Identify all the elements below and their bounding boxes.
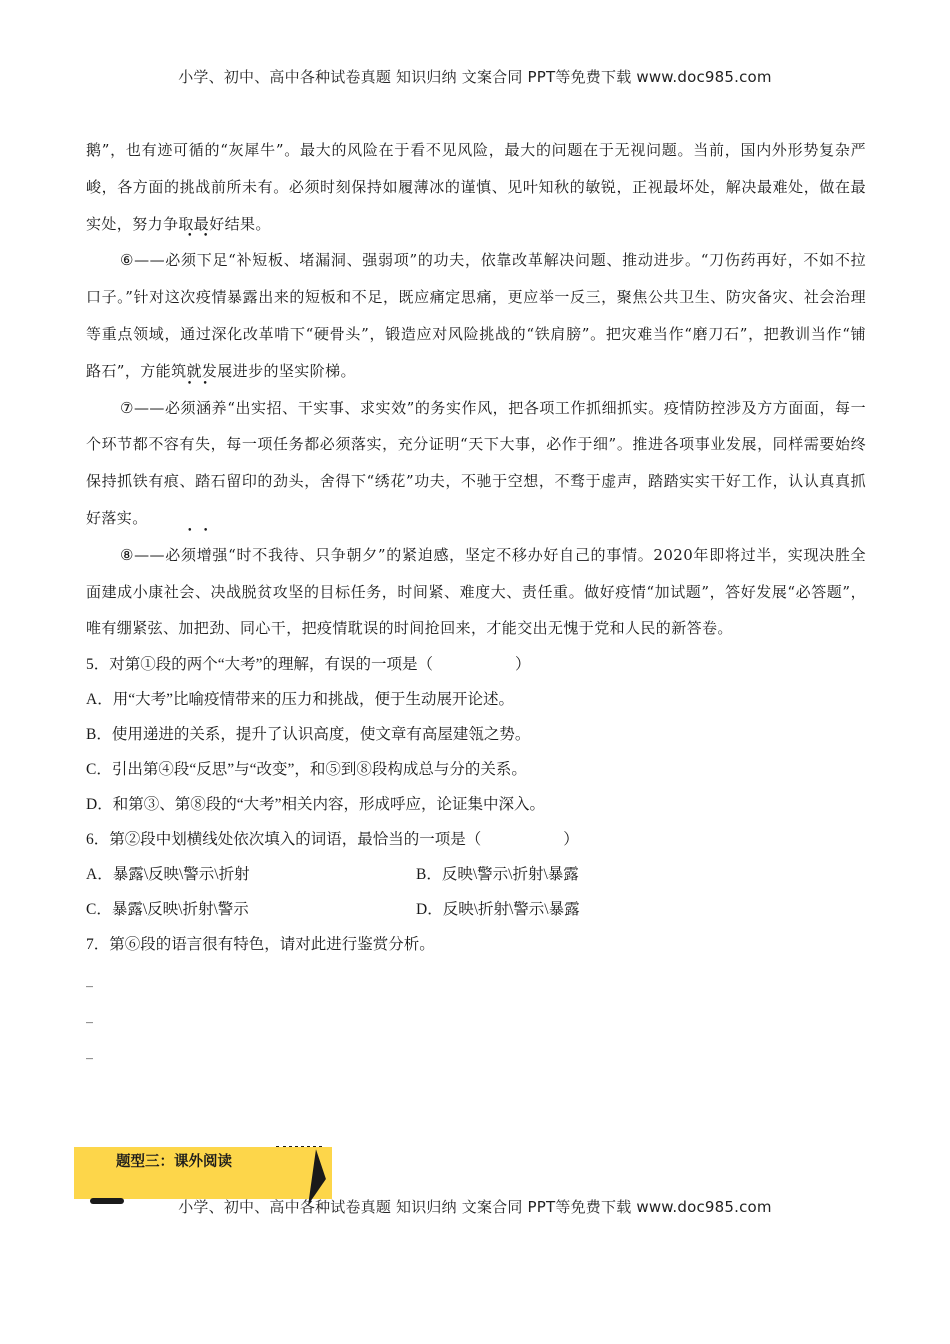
question-6-option-c[interactable]: C．暴露\反映\折射\警示 [86, 901, 249, 919]
question-6-options-row-2 [86, 892, 866, 927]
question-7-stem: 7．第⑥段的语言很有特色，请对此进行鉴赏分析。 [86, 936, 435, 954]
passage-paragraph-8 [86, 537, 866, 647]
passage-paragraph-7 [86, 390, 866, 537]
paragraph-number-8: ⑧—— [120, 545, 165, 564]
question-6-text: 6．第②段中划横线处依次填入的词语，最恰当的一项是（ [86, 831, 482, 849]
question-5-option-d[interactable]: D．和第③、第⑧段的“大考”相关内容，形成呼应，论证集中深入。 [86, 796, 545, 814]
question-6-close: ） [563, 831, 579, 849]
page-header: 小学、初中、高中各种试卷真题 知识归纳 文案合同 PPT等免费下载 www.doc985.com [178, 68, 772, 86]
paragraph-number-7: ⑦—— [120, 398, 165, 417]
question-5-option-a[interactable]: A．用“大考”比喻疫情带来的压力和挑战，便于生动展开论述。 [86, 691, 514, 709]
passage-paragraph-6 [86, 242, 866, 389]
paragraph-text-7: 涵养“出实招、干实事、求实效”的务实作风，把各项工作抓细抓实。疫情防控涉及方方面面，每一个环节都不容有失，每一项任务都必须落实，充分证明“天下大事，必作于细”。推进各项事业发展，同样需要始终保持抓铁有痕、踏石留印的劲头，舍得下“绣花”功夫，不驰于空想，不骛于虚声，踏踏实实干好工作，认认真真抓好落实。 [86, 398, 866, 527]
answer-line-1[interactable]: _ [86, 972, 93, 989]
question-6-option-b[interactable]: B．反映\警示\折射\暴露 [416, 866, 579, 884]
emphasis-char: 必 [164, 545, 181, 564]
question-5-option-c[interactable]: C．引出第④段“反思”与“改变”，和⑤到⑧段构成总与分的关系。 [86, 761, 527, 779]
question-6-option-a[interactable]: A．暴露\反映\警示\折射 [86, 866, 250, 884]
passage-paragraph-continued: 鹅”，也有迹可循的“灰犀牛”。最大的风险在于看不见风险，最大的问题在于无视问题。当前，国内外形势复杂严峻，各方面的挑战前所未有。必须时刻保持如履薄冰的谨慎、见叶知秋的敏锐，正视最坏处，解决最难处，做在最实处，努力争取最好结果。 [86, 141, 866, 233]
paragraph-text-8: 增强“时不我待、只争朝夕”的紧迫感，坚定不移办好自己的事情。2020年即将过半，实现决胜全面建成小康社会、决战脱贫攻坚的目标任务，时间紧、难度大、责任重。做好疫情“加试题”，答好发展“必答题”，唯有绷紧弦、加把劲、同心干，把疫情耽误的时间抢回来，才能交出无愧于党和人民的新答卷。 [86, 545, 867, 638]
emphasis-char: 须 [181, 545, 197, 564]
answer-line-3[interactable]: _ [86, 1044, 93, 1061]
question-5-text: 5．对第①段的两个“大考”的理解，有误的一项是（ [86, 656, 434, 674]
emphasis-char: 须 [180, 398, 197, 417]
question-5-close: ） [515, 656, 531, 674]
question-6-stem [86, 822, 866, 857]
emphasis-char: 必 [164, 398, 181, 417]
question-6-option-d[interactable]: D．反映\折射\警示\暴露 [416, 901, 580, 919]
paragraph-text-6: 下足“补短板、堵漏洞、强弱项”的功夫，依靠改革解决问题、推动进步。“刀伤药再好，不如不拉口子。”针对这次疫情暴露出来的短板和不足，既应痛定思痛，更应举一反三，聚焦公共卫生、防灾备灾、社会治理等重点领域，通过深化改革啃下“硬骨头”，锻造应对风险挑战的“铁肩膀”。把灾难当作“磨刀石”，把教训当作“铺路石”，方能筑就发展进步的坚实阶梯。 [86, 251, 866, 380]
question-5-option-b[interactable]: B．使用递进的关系，提升了认识高度，使文章有高屋建瓴之势。 [86, 726, 531, 744]
page-footer: 小学、初中、高中各种试卷真题 知识归纳 文案合同 PPT等免费下载 www.doc985.com [178, 1198, 772, 1216]
question-6-options-row-1 [86, 857, 866, 892]
document-body [86, 132, 866, 1070]
paragraph-number-6: ⑥—— [120, 251, 165, 270]
emphasis-char: 须 [181, 251, 197, 270]
emphasis-char: 必 [164, 251, 182, 270]
question-5-stem [86, 647, 866, 682]
answer-line-2[interactable]: _ [86, 1008, 93, 1025]
section-banner-title: 题型三：课外阅读 [116, 1154, 232, 1170]
